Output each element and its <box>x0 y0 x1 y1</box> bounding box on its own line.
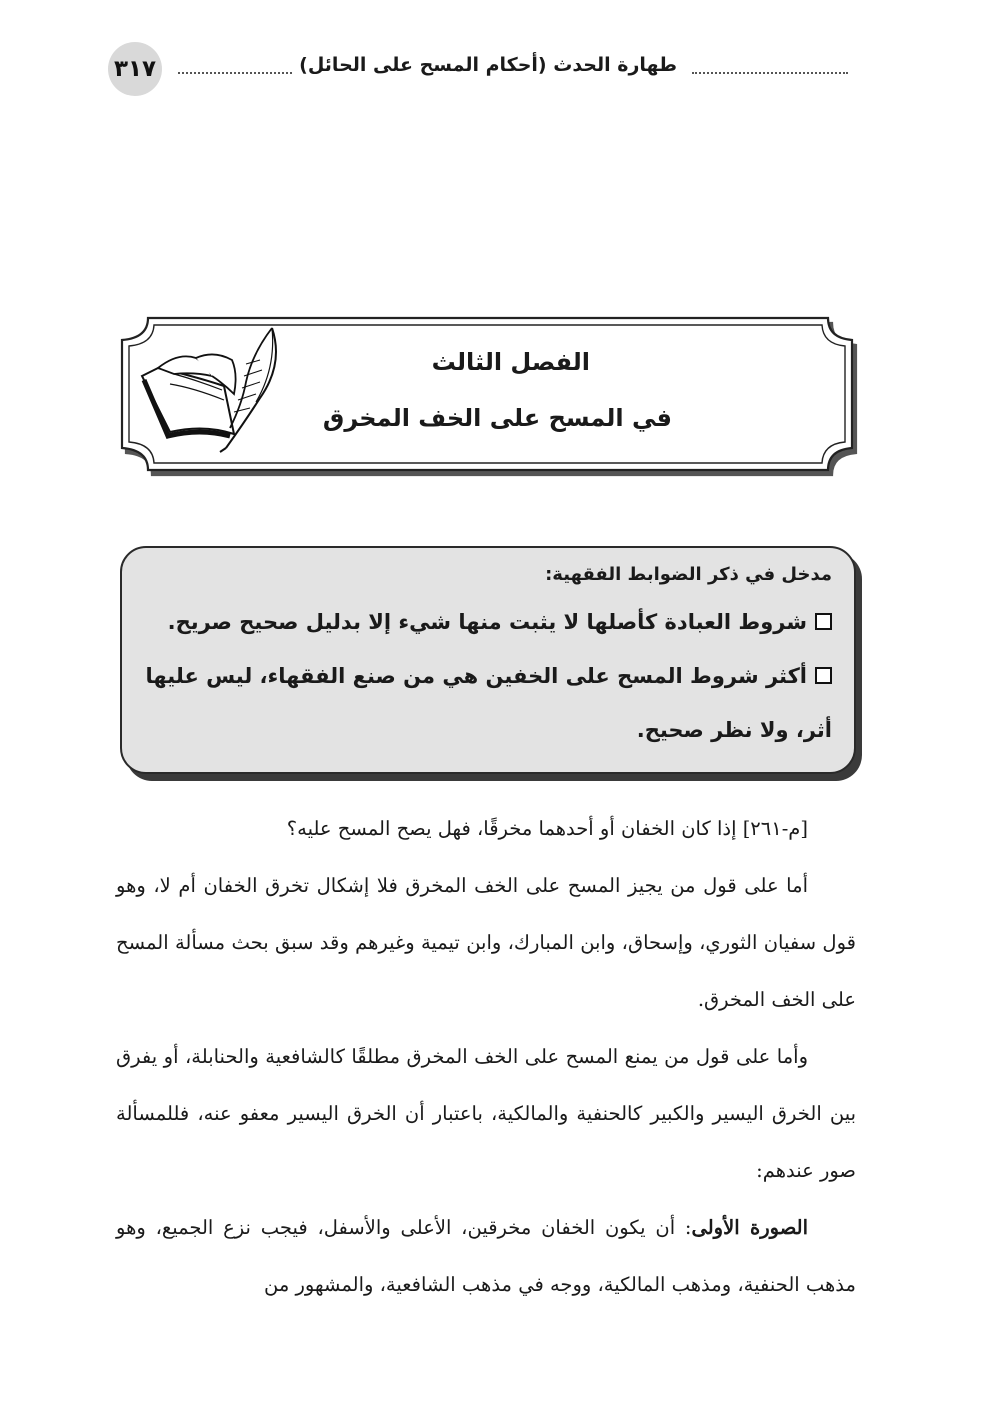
paragraph: أما على قول من يجيز المسح على الخف المخرق فلا إشكال تخرق الخفان أم لا، وهو قول سفيان الثوري، وإسحاق، وابن المبارك، وابن تيمية وغيرهم وقد سبق بحث مسألة المسح على الخف المخرق. <box>116 874 856 1011</box>
chapter-title: في المسح على الخف المخرق <box>322 404 672 432</box>
rules-box <box>120 546 856 774</box>
chapter-label: الفصل الثالث <box>431 348 590 376</box>
body-text <box>116 800 856 1313</box>
rule-text: شروط العبادة كأصلها لا يثبت منها شيء إلا بدليل صحيح صريح. <box>167 610 807 634</box>
header-dotted-leader-right <box>692 72 848 74</box>
book-quill-icon <box>134 324 284 454</box>
paragraph: وأما على قول من يمنع المسح على الخف المخرق مطلقًا كالشافعية والحنابلة، أو يفرق بين الخرق اليسير والكبير كالحنفية والمالكية، باعتبار أن الخرق اليسير معفو عنه، فللمسألة صور عندهم: <box>116 1045 856 1182</box>
first-case-label: الصورة الأولى <box>691 1216 808 1239</box>
rule-item <box>144 649 832 757</box>
chapter-title-frame <box>114 314 862 478</box>
checkbox-icon <box>815 613 832 630</box>
checkbox-icon <box>815 667 832 684</box>
rules-heading: مدخل في ذكر الضوابط الفقهية: <box>545 564 832 585</box>
first-case-text: : أن يكون الخفان مخرقين، الأعلى والأسفل، فيجب نزع الجميع، وهو مذهب الحنفية، ومذهب المالكية، ووجه في مذهب الشافعية، والمشهور من <box>116 1216 856 1296</box>
running-header <box>108 42 848 96</box>
rule-text: أكثر شروط المسح على الخفين هي من صنع الفقهاء، ليس عليها أثر، ولا نظر صحيح. <box>145 664 832 742</box>
rule-item <box>144 595 832 649</box>
question-paragraph: [م-٢٦١] إذا كان الخفان أو أحدهما مخرقًا، فهل يصح المسح عليه؟ <box>286 817 808 840</box>
first-case-paragraph <box>116 1199 856 1313</box>
running-title: طهارة الحدث (أحكام المسح على الحائل) <box>293 54 683 76</box>
page-number: ٣١٧ <box>108 42 162 96</box>
